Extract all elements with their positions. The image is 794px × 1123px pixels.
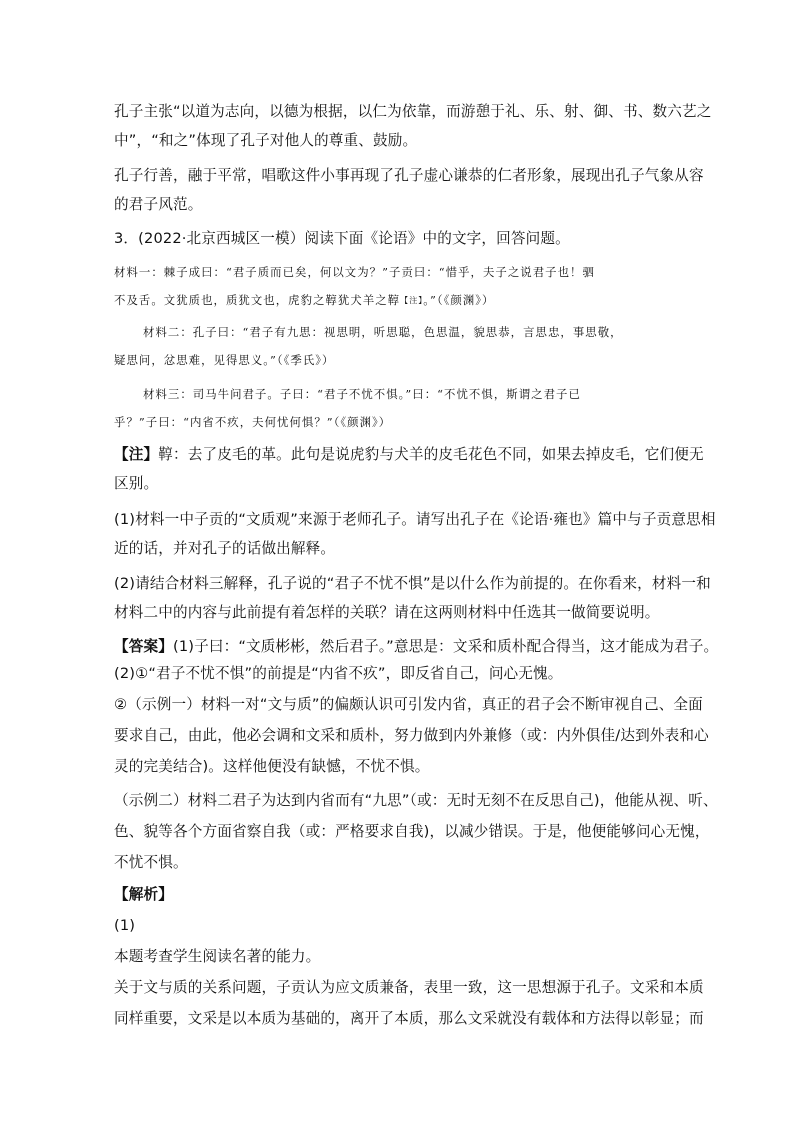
- material-line: 疑思问，忿思难，见得思义。”（《季氏》）: [114, 353, 335, 367]
- material-line: 材料三：司马牛问君子。子曰：“君子不忧不惧。”曰：“不忧不惧，斯谓之君子已: [143, 387, 581, 401]
- paragraph-line: 孔子行善，融于平常，唱歌这件小事再现了孔子虚心谦恭的仁者形象，展现出孔子气象从容: [114, 167, 704, 184]
- material-line: 材料二：孔子曰：“君子有九思：视思明，听思聪，色思温，貌思恭，言思忠，事思敬，: [143, 325, 623, 339]
- answer-line: (2)①“君子不忧不惧”的前提是“内省不疚”，即反省自己，问心无愧。: [114, 665, 563, 682]
- material-line: 乎？”子曰：“内省不疚，夫何忧何惧？”（《颜渊》）: [114, 415, 392, 429]
- material-line: [114, 290, 494, 312]
- answer-line: 色、貌等各个方面省察自我（或：严格要求自我)，以减少错误。于是，他便能够问心无愧，: [114, 823, 710, 840]
- note-marker: 【注】: [400, 296, 424, 305]
- answer-line: [114, 637, 718, 657]
- question-line: 近的话，并对孔子的话做出解释。: [114, 540, 336, 557]
- material-text: 。”（《颜渊》）: [423, 293, 495, 307]
- note-label: 【注】: [114, 446, 159, 463]
- question-heading: 3．(2022·北京西城区一模）阅读下面《论语》中的文字，回答问题。: [114, 230, 570, 247]
- answer-line: 不忧不惧。: [114, 854, 188, 871]
- question-line: (2)请结合材料三解释，孔子说的“君子不忧不惧”是以什么作为前提的。在你看来，材料一和: [114, 575, 711, 592]
- analysis-line: (1): [114, 917, 136, 934]
- question-line: (1)材料一中子贡的“文质观”来源于老师孔子。请写出孔子在《论语·雍也》篇中与子贡意思相: [114, 511, 716, 528]
- material-line: 材料一：棘子成曰：“君子质而已矣，何以文为？”子贡曰：“惜乎，夫子之说君子也！驷: [114, 265, 595, 279]
- question-line: 材料二中的内容与此前提有着怎样的关联？请在这两则材料中任选其一做简要说明。: [114, 604, 660, 621]
- analysis-line: 同样重要，文采是以本质为基础的，离开了本质，那么文采就没有载体和方法得以彰显；而: [114, 1010, 704, 1027]
- answer-line: 灵的完美结合)。这样他便没有缺憾，不忧不惧。: [114, 758, 430, 775]
- analysis-line: 本题考查学生阅读名著的能力。: [114, 948, 321, 965]
- answer-text: (1)子曰：“文质彬彬，然后君子。”意思是：文采和质朴配合得当，这才能成为君子。: [172, 638, 719, 655]
- answer-line: （示例二）材料二君子为达到内省而有“九思”（或：无时无刻不在反思自己)，他能从视、听、: [114, 792, 718, 809]
- paragraph-line: 的君子风范。: [114, 196, 203, 213]
- answer-label: 【答案】: [114, 638, 173, 655]
- material-text: 不及舌。文犹质也，质犹文也，虎豹之鞟犹犬羊之鞟: [114, 293, 401, 307]
- note-line: 区别。: [114, 475, 159, 492]
- answer-line: 要求自己，由此，他必会调和文采和质朴，努力做到内外兼修（或：内外俱佳/达到外表和心: [114, 727, 709, 744]
- analysis-label: 【解析】: [114, 886, 173, 903]
- paragraph-line: 中”，“和之”体现了孔子对他人的尊重、鼓励。: [114, 132, 418, 149]
- paragraph-line: 孔子主张“以道为志向，以德为根据，以仁为依靠，而游憩于礼、乐、射、御、书、数六艺之: [114, 103, 712, 120]
- analysis-line: 关于文与质的关系问题，子贡认为应文质兼备，表里一致，这一思想源于孔子。文采和本质: [114, 979, 704, 996]
- note-text: 鞟：去了皮毛的革。此句是说虎豹与犬羊的皮毛花色不同，如果去掉皮毛，它们便无: [158, 446, 704, 463]
- note-line: [114, 445, 704, 465]
- answer-line: ②（示例一）材料一对“文与质”的偏颇认识可引发内省，真正的君子会不断审视自己、全面: [114, 696, 703, 713]
